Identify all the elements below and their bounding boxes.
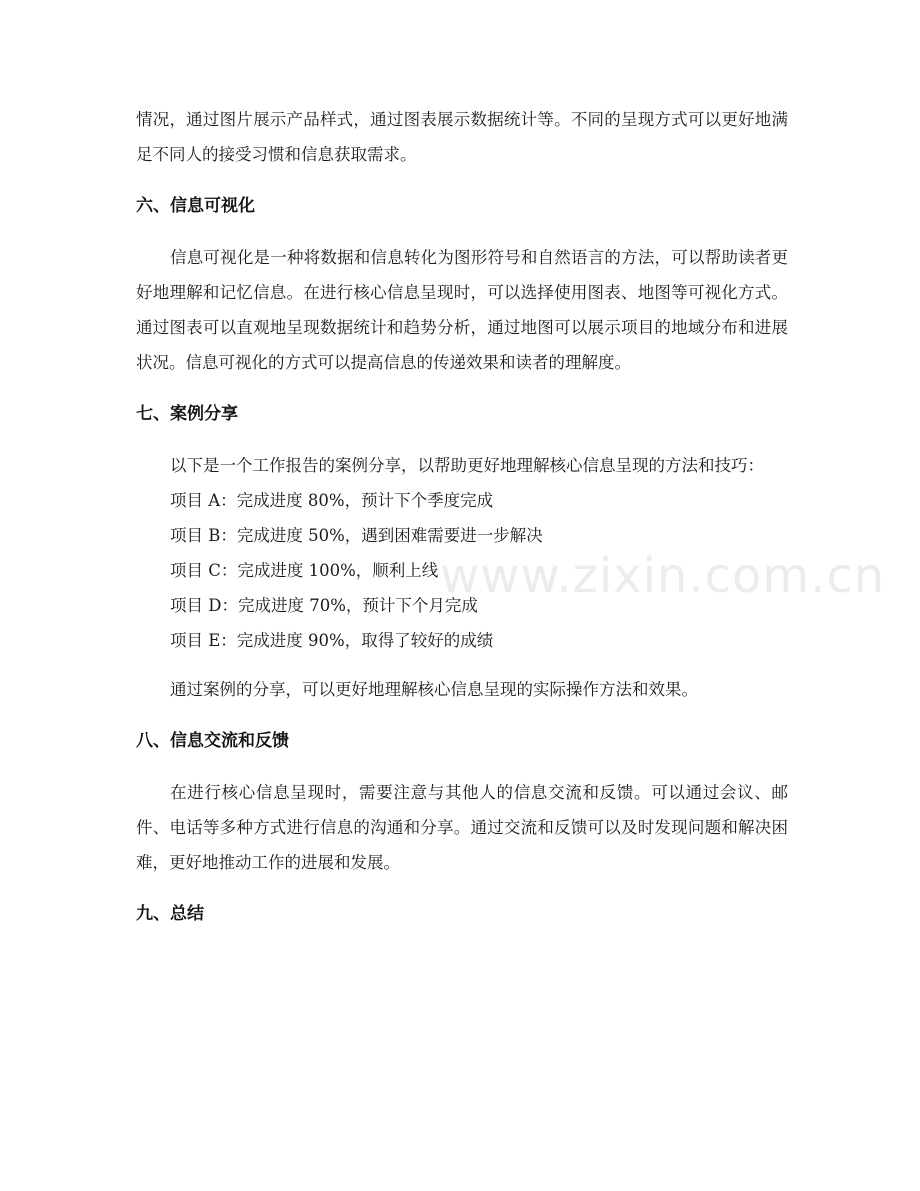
- project-item-c: 项目 C：完成进度 100%，顺利上线: [170, 561, 439, 580]
- section-6-heading: 六、信息可视化: [136, 196, 255, 216]
- intro-paragraph: 情况，通过图片展示产品样式，通过图表展示数据统计等。不同的呈现方式可以更好地满足不同人的接受习惯和信息获取需求。: [136, 110, 788, 164]
- section-8-heading: 八、信息交流和反馈: [136, 731, 289, 751]
- project-item-e: 项目 E：完成进度 90%，取得了较好的成绩: [170, 631, 494, 650]
- project-item-a: 项目 A：完成进度 80%，预计下个季度完成: [170, 491, 494, 510]
- section-7-conclusion: 通过案例的分享，可以更好地理解核心信息呈现的实际操作方法和效果。: [170, 680, 698, 699]
- section-6-paragraph: 信息可视化是一种将数据和信息转化为图形符号和自然语言的方法，可以帮助读者更好地理解和记忆信息。在进行核心信息呈现时，可以选择使用图表、地图等可视化方式。通过图表可以直观地呈现数据统计和趋势分析，通过地图可以展示项目的地域分布和进展状况。信息可视化的方式可以提高信息的传递效果和读者的理解度。: [136, 248, 788, 372]
- document-body: [136, 102, 788, 932]
- section-8-paragraph: 在进行核心信息呈现时，需要注意与其他人的信息交流和反馈。可以通过会议、邮件、电话等多种方式进行信息的沟通和分享。通过交流和反馈可以及时发现问题和解决困难，更好地推动工作的进展和发展。: [136, 783, 788, 872]
- section-9-heading: 九、总结: [136, 904, 204, 924]
- section-7-intro: 以下是一个工作报告的案例分享，以帮助更好地理解核心信息呈现的方法和技巧：: [170, 456, 764, 475]
- project-item-b: 项目 B：完成进度 50%，遇到困难需要进一步解决: [170, 526, 543, 545]
- section-7-heading: 七、案例分享: [136, 404, 238, 424]
- project-item-d: 项目 D：完成进度 70%，预计下个月完成: [170, 596, 478, 615]
- watermark: www.zixin.com.cn: [440, 548, 886, 604]
